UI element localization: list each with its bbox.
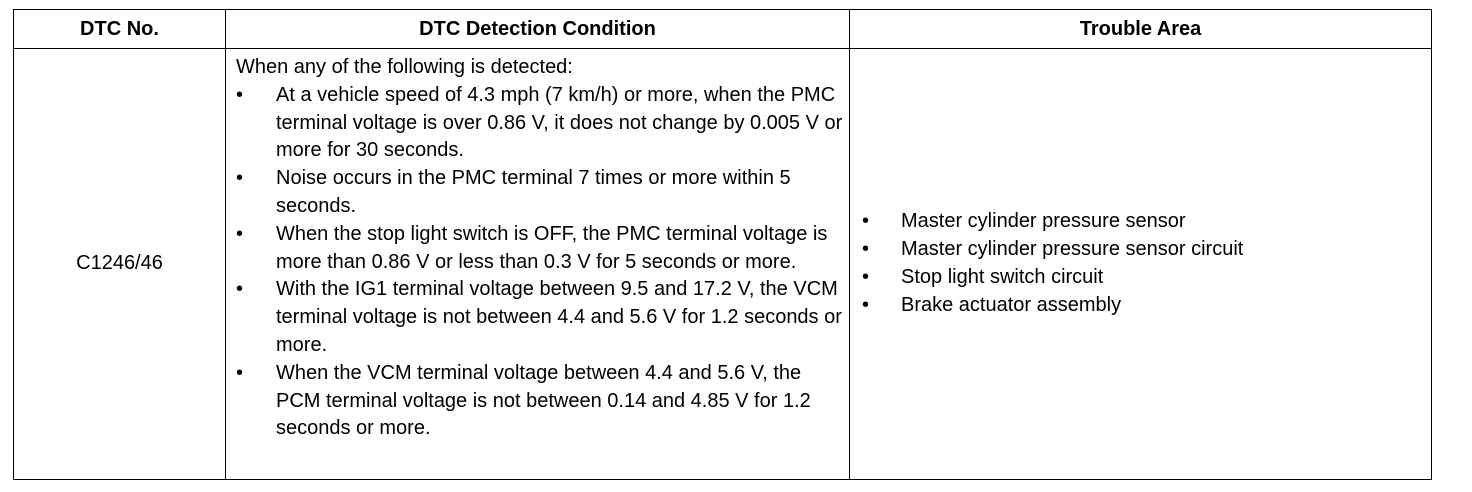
header-dtc-no: DTC No. <box>14 10 226 49</box>
trouble-area-item <box>862 292 1431 320</box>
bullet-icon: • <box>236 361 244 384</box>
bullet-icon: • <box>862 238 870 261</box>
condition-text: When the VCM terminal voltage between 4.4 and 5.6 V, the PCM terminal voltage is not between 0.14 and 4.85 V for 1.2 seconds or more. <box>276 361 811 440</box>
header-detection-condition: DTC Detection Condition <box>226 10 850 49</box>
condition-item <box>236 221 849 277</box>
bullet-icon: • <box>862 266 870 288</box>
condition-text: Noise occurs in the PMC terminal 7 times or more within 5 seconds. <box>276 167 791 217</box>
condition-item <box>236 276 849 359</box>
condition-list <box>236 82 849 443</box>
trouble-area-cell <box>850 49 1432 480</box>
trouble-area-text: Master cylinder pressure sensor <box>901 210 1186 233</box>
trouble-area-item <box>862 208 1431 236</box>
header-row <box>14 10 1432 49</box>
detection-condition-cell <box>226 49 850 480</box>
bullet-icon: • <box>236 83 244 106</box>
condition-intro: When any of the following is detected: <box>236 56 573 78</box>
table-row <box>14 49 1432 480</box>
trouble-area-text: Master cylinder pressure sensor circuit <box>901 238 1244 261</box>
dtc-number-cell: C1246/46 <box>14 49 226 480</box>
header-trouble-area: Trouble Area <box>850 10 1432 49</box>
trouble-area-text: Stop light switch circuit <box>901 266 1104 288</box>
trouble-area-text: Brake actuator assembly <box>901 293 1122 316</box>
condition-item <box>236 165 849 221</box>
bullet-icon: • <box>862 210 870 233</box>
condition-text: At a vehicle speed of 4.3 mph (7 km/h) or more, when the PMC terminal voltage is over 0.86 V, it does not change by 0.005 V or more for 30 seconds. <box>276 83 843 162</box>
condition-text: When the stop light switch is OFF, the PMC terminal voltage is more than 0.86 V or less than 0.3 V for 5 seconds or more. <box>276 222 828 273</box>
trouble-area-item <box>862 264 1431 292</box>
dtc-table <box>13 9 1432 480</box>
bullet-icon: • <box>236 222 244 245</box>
trouble-area-item <box>862 236 1431 264</box>
condition-text: With the IG1 terminal voltage between 9.5 and 17.2 V, the VCM terminal voltage is not between 4.4 and 5.6 V for 1.2 seconds or more. <box>276 278 842 356</box>
condition-item <box>236 360 849 443</box>
trouble-area-list <box>862 208 1431 319</box>
condition-item <box>236 82 849 165</box>
bullet-icon: • <box>236 278 244 301</box>
bullet-icon: • <box>862 293 870 316</box>
bullet-icon: • <box>236 167 244 190</box>
